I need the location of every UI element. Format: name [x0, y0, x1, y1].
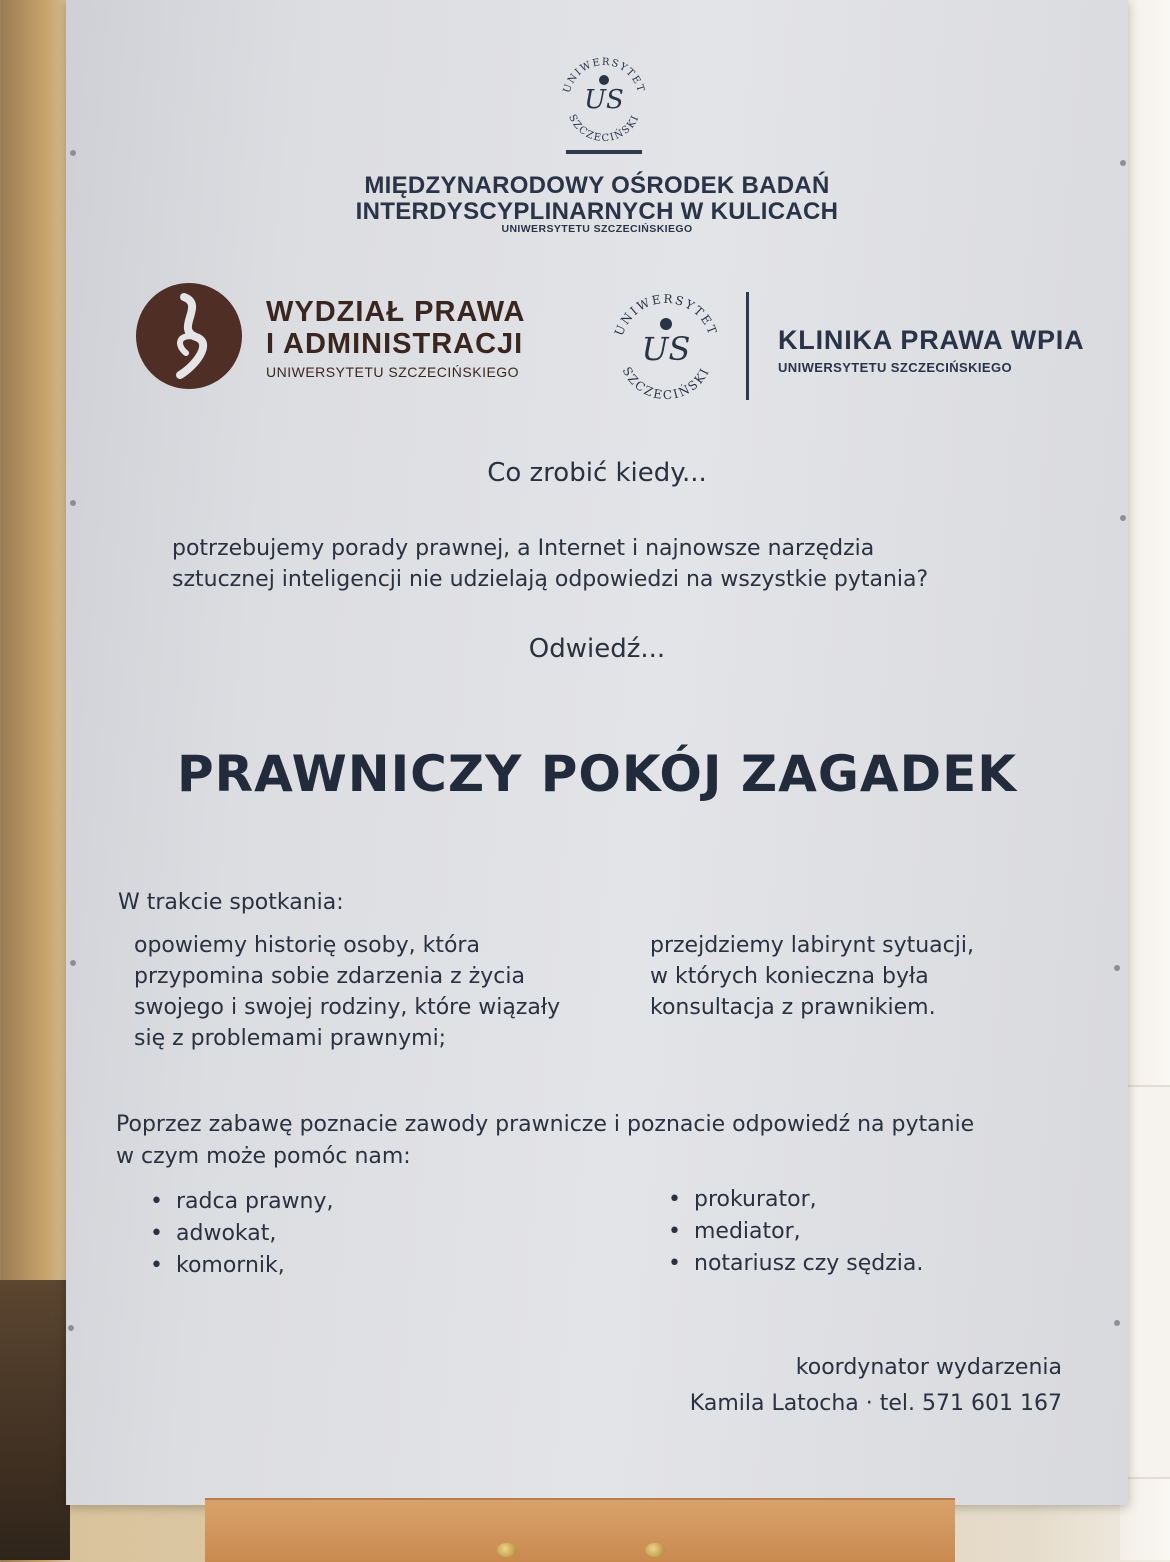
wpia-logo-icon — [136, 283, 242, 389]
meeting-left-line: swojego i swojej rodziny, które wiązały — [134, 995, 561, 1020]
meeting-left-text — [134, 930, 560, 1054]
meeting-left-line: przypomina sobie zdarzenia z życia — [134, 964, 525, 989]
meeting-left-line: się z problemami prawnymi; — [134, 1026, 447, 1051]
wpia-title-line1: WYDZIAŁ PRAWA — [266, 296, 526, 328]
us-seal-icon — [606, 280, 726, 405]
divider — [566, 150, 642, 154]
list-item: • radca prawny, — [146, 1186, 334, 1218]
professions-line1: Poprzez zabawę poznacie zawody prawnicze i poznacie odpowiedź na pytanie — [116, 1112, 975, 1137]
list-item: • notariusz czy sędzia. — [664, 1248, 923, 1280]
easel — [205, 1498, 955, 1562]
svg-text:SZCZECIŃSKI: SZCZECIŃSKI — [566, 112, 642, 142]
svg-text:US: US — [584, 85, 624, 115]
poster-pin — [70, 150, 76, 156]
list-item: • prokurator, — [664, 1184, 923, 1216]
wpia-title-line2: I ADMINISTRACJI — [266, 328, 524, 360]
door-panel — [1125, 1085, 1170, 1479]
background-floor — [0, 1280, 70, 1560]
meeting-heading: W trakcie spotkania: — [118, 890, 344, 915]
poster-pin — [70, 960, 76, 966]
meeting-right-line: przejdziemy labirynt sytuacji, — [650, 933, 974, 958]
professions-list-left — [146, 1186, 334, 1282]
intro-question: Co zrobić kiedy... — [487, 458, 707, 488]
meeting-left-line: opowiemy historię osoby, która — [134, 933, 480, 958]
us-seal-icon — [549, 42, 659, 142]
coordinator-label: koordynator wydarzenia — [795, 1355, 1062, 1380]
poster-pin — [1120, 515, 1126, 521]
visit-text: Odwiedź... — [528, 634, 666, 664]
coordinator-contact: Kamila Latocha · tel. 571 601 167 — [689, 1391, 1062, 1416]
page-title: PRAWNICZY POKÓJ ZAGADEK — [176, 745, 1018, 803]
professions-list-right — [664, 1184, 923, 1280]
klinika-title: KLINIKA PRAWA WPIA — [778, 325, 1085, 355]
klinika-subtitle: UNIWERSYTETU SZCZECIŃSKIEGO — [778, 360, 1012, 375]
intro-line1: potrzebujemy porady prawnej, a Internet i najnowsze narzędzia — [172, 536, 875, 561]
easel-bolt — [645, 1543, 665, 1557]
poster-pin — [1114, 965, 1120, 971]
poster-pin — [68, 1325, 74, 1331]
svg-text:SZCZECIŃSKI: SZCZECIŃSKI — [619, 364, 713, 403]
wpia-subtitle: UNIWERSYTETU SZCZECIŃSKIEGO — [266, 364, 520, 380]
poster — [66, 0, 1128, 1505]
poster-pin — [70, 500, 76, 506]
intro-line2: sztucznej inteligencji nie udzielają odpowiedzi na wszystkie pytania? — [172, 567, 929, 592]
poster-pin — [1120, 160, 1126, 166]
center-org-line1: MIĘDZYNARODOWY OŚRODEK BADAŃ — [364, 172, 830, 199]
list-item: • mediator, — [664, 1216, 923, 1248]
center-org-line2: INTERDYSCYPLINARNYCH W KULICACH — [355, 198, 839, 225]
meeting-right-text — [650, 930, 974, 1023]
center-org-sub: UNIWERSYTETU SZCZECIŃSKIEGO — [501, 223, 693, 235]
list-item: • komornik, — [146, 1250, 334, 1282]
divider — [746, 292, 749, 400]
svg-text:US: US — [641, 330, 691, 368]
easel-bolt — [497, 1543, 517, 1557]
list-item: • adwokat, — [146, 1218, 334, 1250]
svg-text:UNIWERSYTET: UNIWERSYTET — [611, 291, 721, 338]
meeting-right-line: w których konieczna była — [650, 964, 929, 989]
svg-text:UNIWERSYTET: UNIWERSYTET — [561, 56, 647, 95]
poster-pin — [1114, 1320, 1120, 1326]
meeting-right-line: konsultacja z prawnikiem. — [650, 995, 936, 1020]
professions-line2: w czym może pomóc nam: — [116, 1144, 411, 1169]
